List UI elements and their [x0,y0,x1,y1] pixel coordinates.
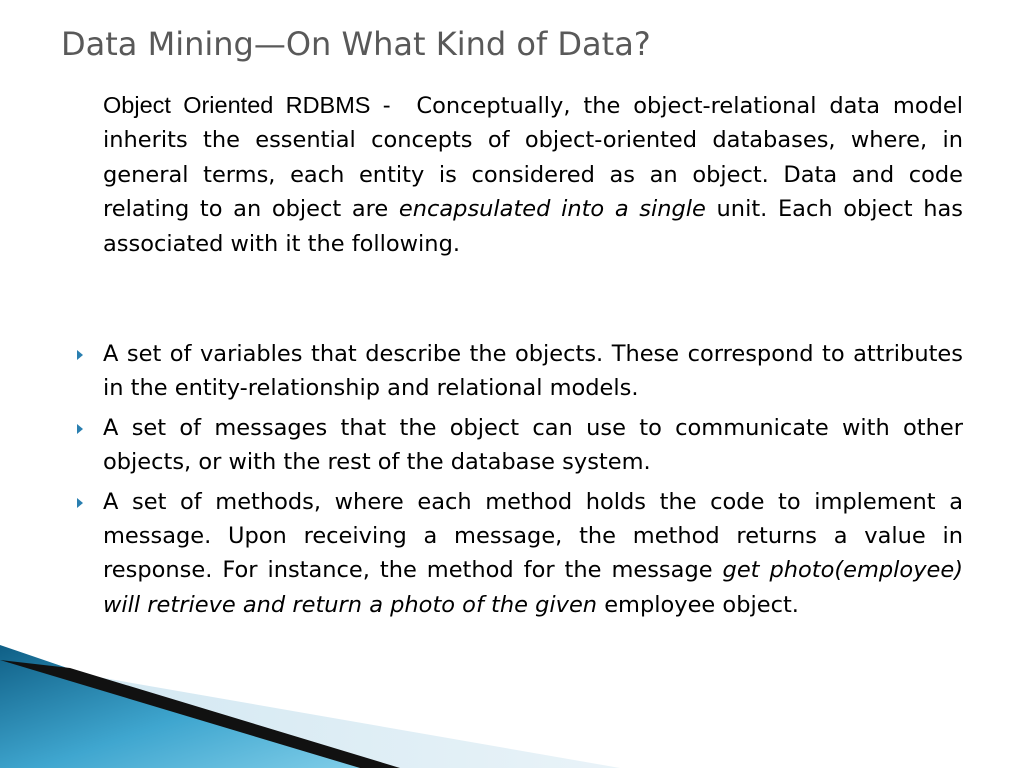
intro-paragraph [103,88,963,261]
bullet-item-methods [103,485,963,623]
decoration-black-stripe [0,660,400,768]
right-triangle-icon [77,350,83,360]
bullet-italic-text: get photo(employee) will retrieve and return a photo of the given [103,557,963,618]
bullet-item-variables [103,337,963,406]
bullet-text-start: A set of methods, where each method holds the code to implement a message. Upon receiving a message, the method returns a value in response. For instance, the method for the message [103,488,963,584]
intro-text-end: unit. Each object has associated with it the following. [103,196,964,257]
intro-italic-text: encapsulated into a single [398,196,706,223]
bullet-text: A set of messages that the object can use to communicate with other objects, or with the rest of the database system. [103,414,963,476]
bullet-text-end: employee object. [597,591,799,618]
bullet-text: A set of variables that describe the objects. These correspond to attributes in the entity-relationship and relational models. [103,341,963,402]
decoration-pale-band [0,660,620,768]
right-triangle-icon [77,498,83,508]
bullet-item-messages [103,411,963,480]
bullet-list [103,337,963,627]
intro-text-start: Conceptually, the object-relational data model inherits the essential concepts of object-oriented databases, where, in general terms, each entity is considered as an object. Data and code relating to an object are [103,93,963,223]
intro-term: Object Oriented RDBMS - [103,92,391,118]
right-triangle-icon [77,424,83,434]
slide-content [103,88,964,618]
decoration-blue-swoosh [0,645,360,768]
slide-title: Data Mining—On What Kind of Data? [61,25,651,63]
